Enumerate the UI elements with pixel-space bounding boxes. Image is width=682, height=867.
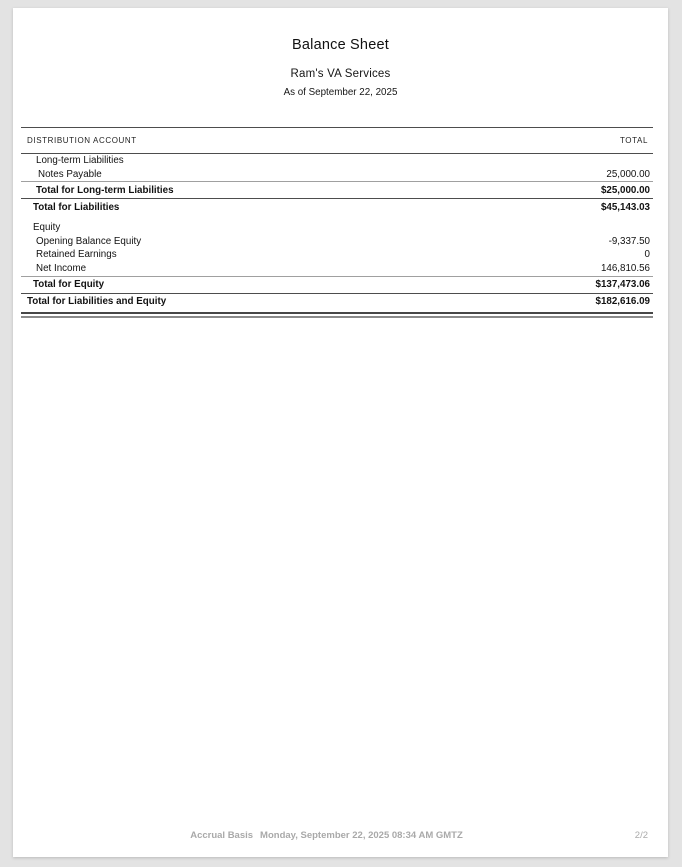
row-label: Retained Earnings: [36, 249, 117, 261]
column-header-distribution-account: DISTRIBUTION ACCOUNT: [27, 135, 137, 145]
report-timestamp: Monday, September 22, 2025 08:34 AM GMTZ: [260, 830, 463, 841]
table-row-item: [21, 262, 653, 276]
table-row-item: [21, 168, 653, 182]
row-label: Opening Balance Equity: [36, 235, 142, 247]
accounting-basis-label: Accrual Basis: [190, 830, 254, 841]
row-label: Total for Equity: [33, 279, 105, 291]
row-value: $182,616.09: [595, 296, 650, 308]
table-row-item: [21, 234, 653, 248]
table-row-total: [21, 293, 653, 310]
row-value: $137,473.06: [595, 279, 650, 291]
row-value: 25,000.00: [606, 168, 650, 180]
row-label: Total for Liabilities: [33, 201, 120, 213]
balance-sheet-table: [21, 127, 653, 318]
table-row-subtotal: [21, 181, 653, 198]
table-row-section: [21, 220, 653, 234]
column-header-total: TOTAL: [619, 135, 648, 145]
report-page: [13, 8, 668, 857]
row-label: Long-term Liabilities: [36, 155, 124, 167]
row-value: -9,337.50: [608, 235, 650, 247]
table-row-section: [21, 154, 653, 168]
report-date: As of September 22, 2025: [283, 87, 398, 98]
row-value: 146,810.56: [600, 263, 650, 275]
row-value: $45,143.03: [600, 201, 650, 213]
company-name: Ram's VA Services: [290, 67, 391, 80]
row-label: Total for Long-term Liabilities: [36, 184, 174, 196]
row-label: Total for Liabilities and Equity: [27, 296, 167, 308]
table-row-subtotal: [21, 276, 653, 293]
report-footer: [13, 830, 668, 842]
page-indicator: 2/2: [634, 830, 648, 841]
row-value: $25,000.00: [600, 184, 650, 196]
row-label: Notes Payable: [38, 168, 102, 180]
footer-basis-and-timestamp: [13, 830, 668, 841]
row-label: Net Income: [36, 263, 87, 275]
row-label: Equity: [33, 221, 61, 233]
table-header-row: [21, 127, 653, 154]
table-row-total: [21, 198, 653, 215]
row-value: 0: [644, 249, 650, 261]
table-body: [21, 154, 653, 310]
table-row-item: [21, 248, 653, 262]
report-title: Balance Sheet: [292, 37, 389, 53]
closing-double-rule: [21, 312, 653, 318]
